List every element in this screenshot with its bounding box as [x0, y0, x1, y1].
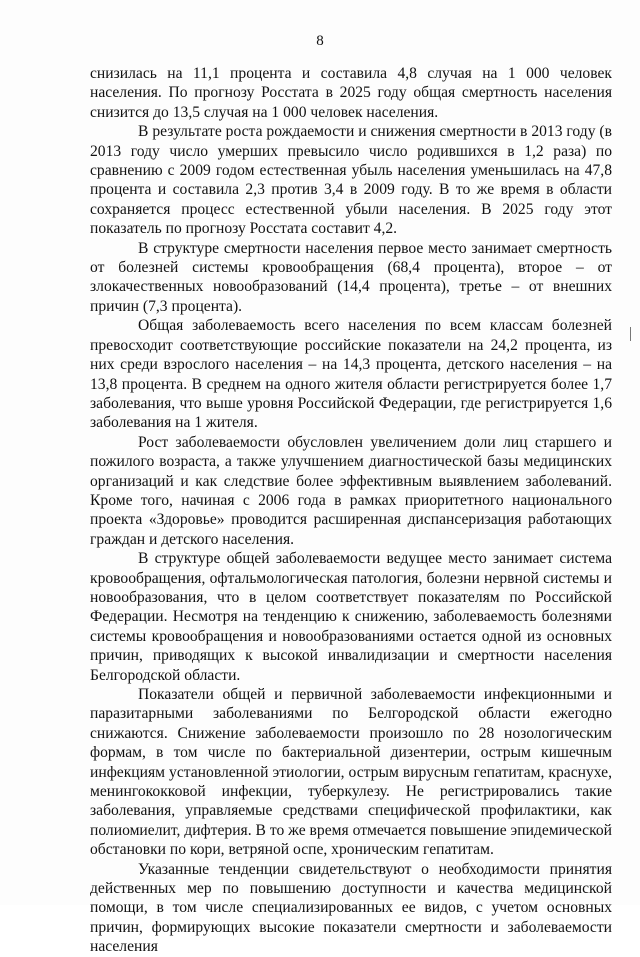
paragraph-morbidity-growth: Рост заболеваемости обусловлен увеличением доли лиц старшего и пожилого возраста, а также улучшением диагностической базы медицинских организаций и как следствие более эффективным выявлением заболеваний. Кроме того, начиная с 2006 года в рамках приоритетного национального проекта «Здоровье» проводится расширенная диспансеризация работающих граждан и детского населения.	[90, 433, 612, 548]
paragraph-natural-decrease: В результате роста рождаемости и снижения смертности в 2013 году (в 2013 году число умерших превысило число родившихся в 1,2 раза) по сравнению с 2009 годом естественная убыль населения уменьшилась на 47,8 процента и составила 2,3 против 3,4 в 2009 году. В то же время в области сохраняется процесс естественной убыли населения. В 2025 году этот показатель по прогнозу Росстата составит 4,2.	[90, 123, 612, 238]
paragraph-morbidity-structure: В структуре общей заболеваемости ведущее место занимает система кровообращения, офтальмологическая патология, болезни нервной системы и новообразования, что в целом соответствует показателям по Российской Федерации. Несмотря на тенденцию к снижению, заболеваемость болезнями системы кровообращения и новообразованиями остается одной из основных причин, приводящих к высокой инвалидизации и смертности населения Белгородской области.	[90, 550, 612, 684]
paragraph-trends-conclusion: Указанные тенденции свидетельствуют о необходимости принятия действенных мер по повышению доступности и качества медицинской помощи, в том числе специализированных ее видов, с учетом основных причин, формирующих высокие показатели смертности и заболеваемости населения	[90, 860, 612, 956]
scan-margin-mark	[630, 327, 631, 341]
paragraph-mortality-structure: В структуре смертности населения первое место занимает смертность от болезней системы кровообращения (68,4 процента), второе – от злокачественных новообразований (14,4 процента), третье – от внешних причин (7,3 процента).	[90, 239, 612, 315]
paragraph-mortality-forecast: снизилась на 11,1 процента и составила 4,8 случая на 1 000 человек населения. По прогнозу Росстата в 2025 году общая смертность населения снизится до 13,5 случая на 1 000 человек населения.	[90, 65, 612, 121]
page-number: 8	[316, 33, 324, 49]
paragraph-general-morbidity: Общая заболеваемость всего населения по всем классам болезней превосходит соответствующие российские показатели на 24,2 процента, из них среди взрослого населения – на 14,3 процента, детского населения – на 13,8 процента. В среднем на одного жителя области регистрируется более 1,7 заболевания, что выше уровня Российской Федерации, где регистрируется 1,6 заболевания на 1 жителя.	[90, 317, 612, 432]
document-body	[90, 64, 612, 957]
paragraph-infectious-diseases: Показатели общей и первичной заболеваемости инфекционными и паразитарными заболеваниями по Белгородской области ежегодно снижаются. Снижение заболеваемости произошло по 28 нозологическим формам, в том числе по бактериальной дизентерии, острым кишечным инфекциям установленной этиологии, острым вирусным гепатитам, краснухе, менингококковой инфекции, туберкулезу. Не регистрировались такие заболевания, управляемые средствами специфической профилактики, как полиомиелит, дифтерия. В то же время отмечается повышение эпидемической обстановки по кори, ветряной оспе, хроническим гепатитам.	[90, 686, 612, 859]
